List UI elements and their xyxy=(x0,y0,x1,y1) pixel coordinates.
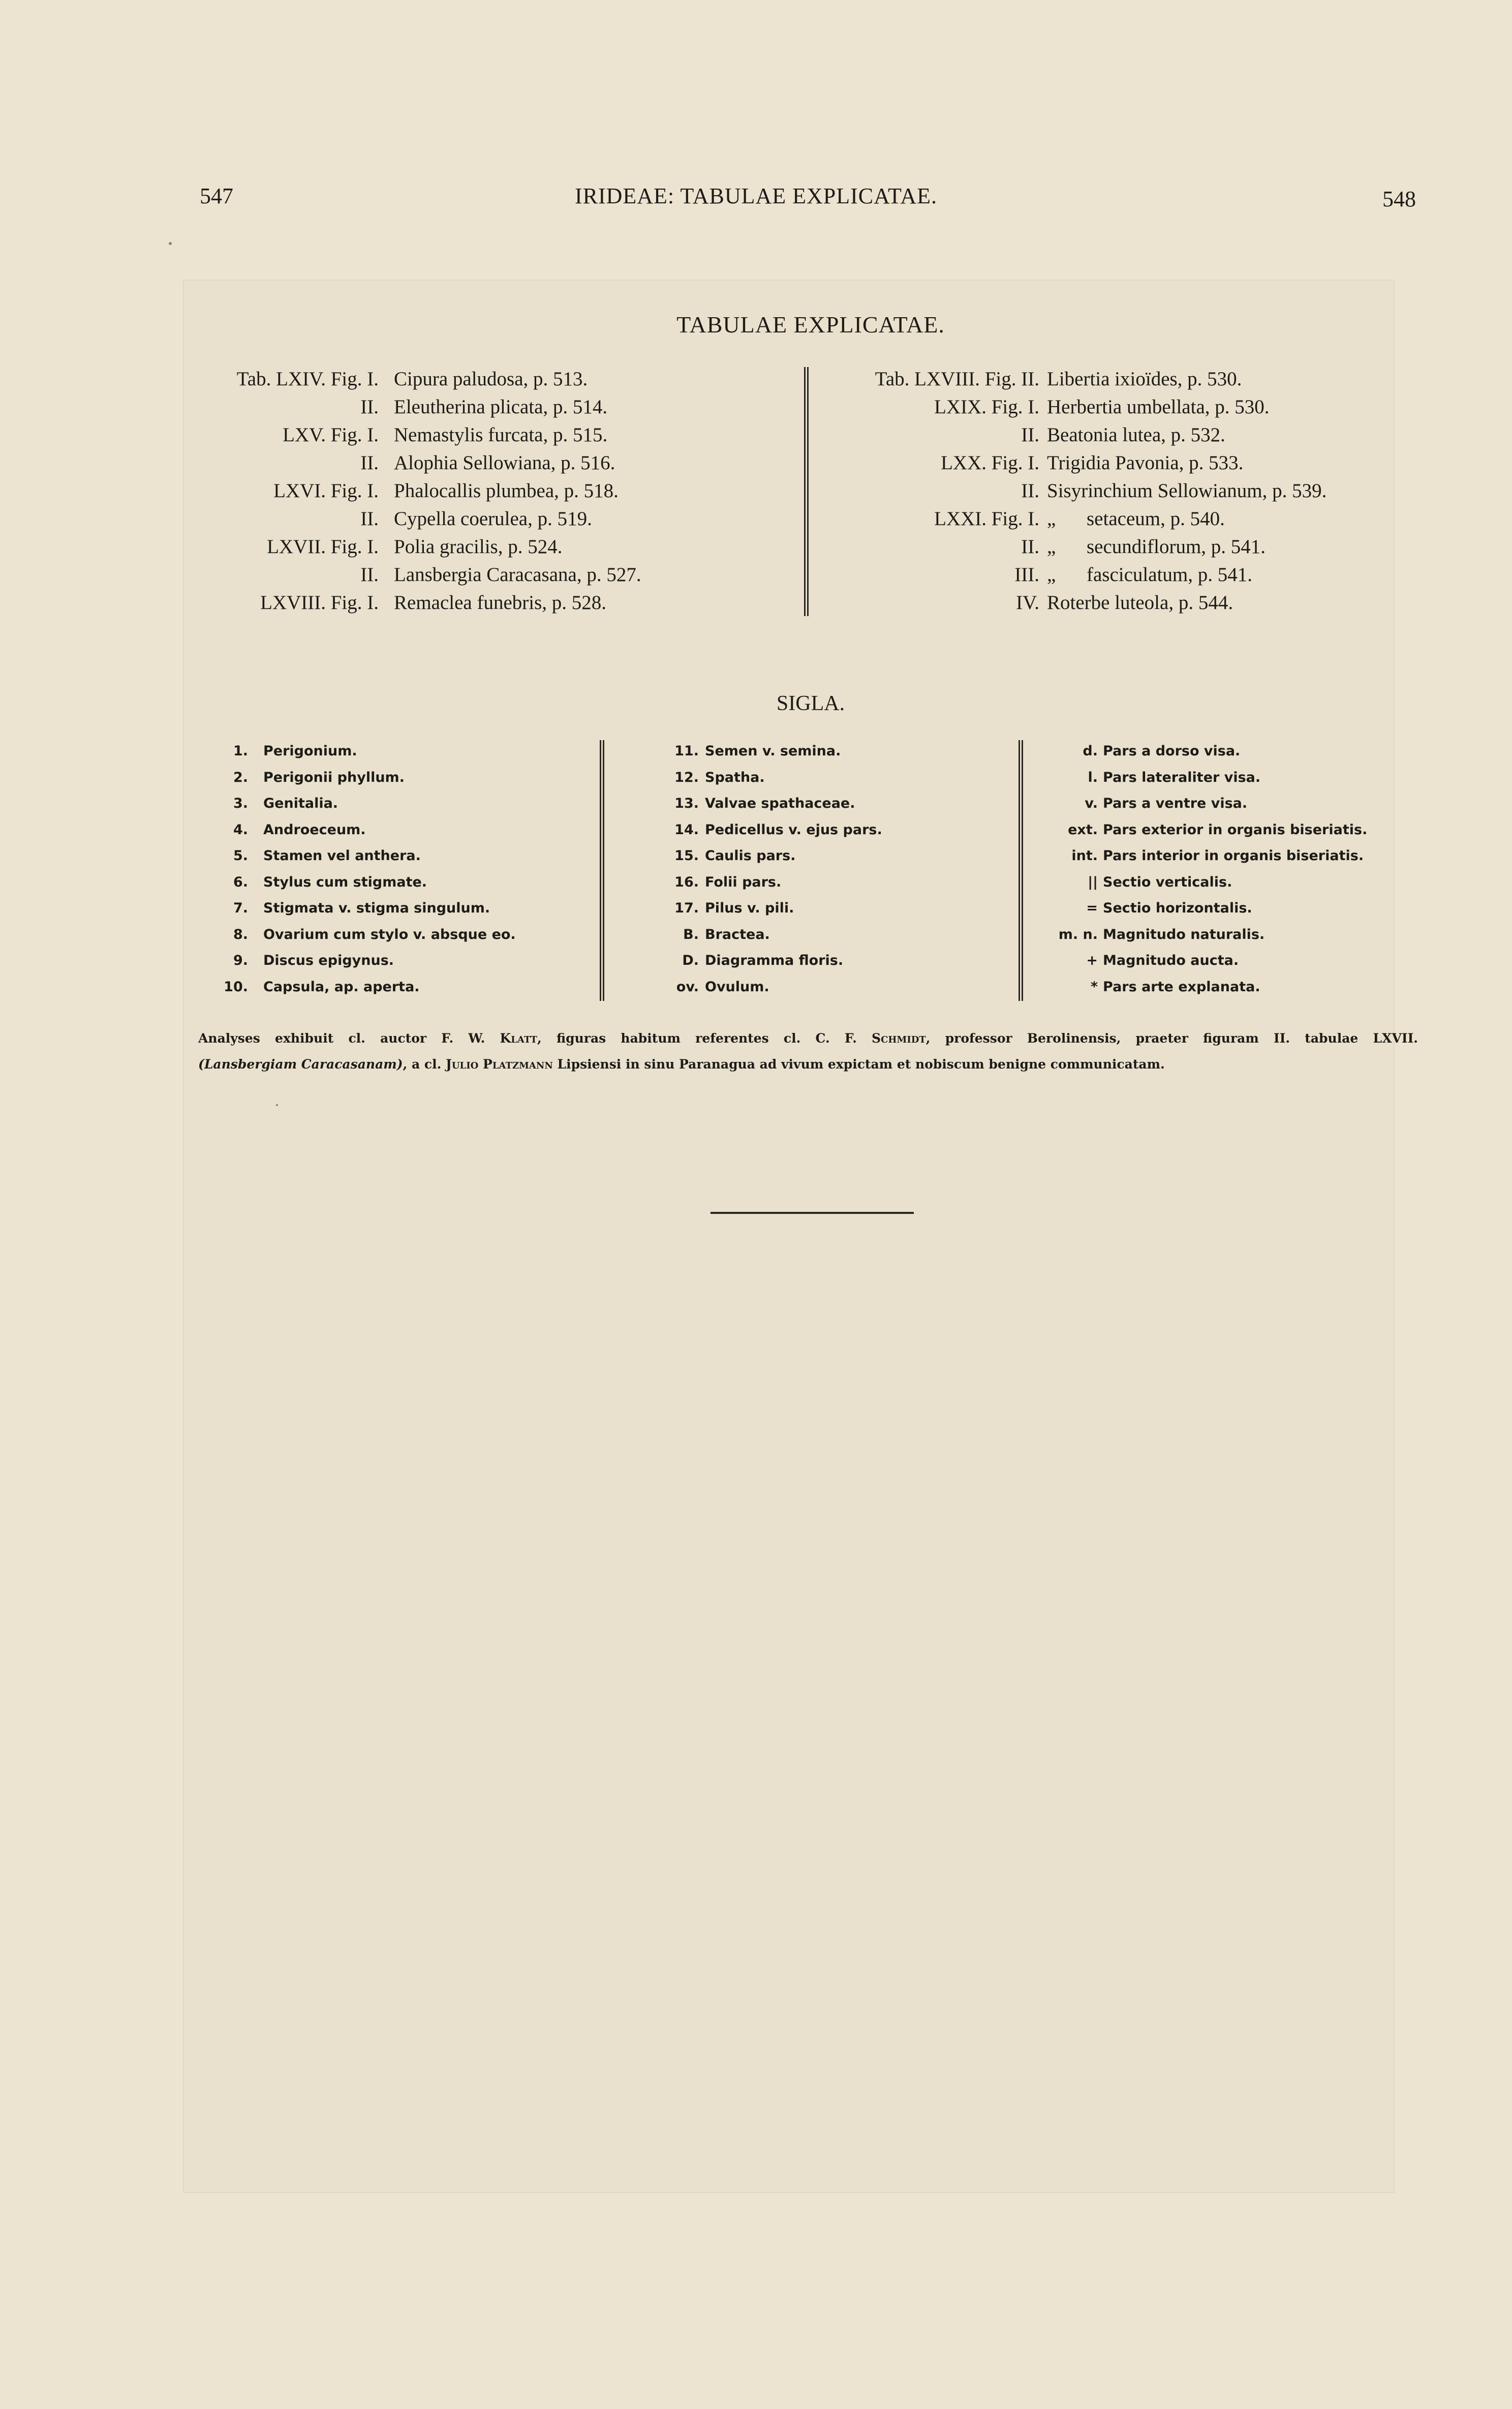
plate-reference: LXVII. Fig. I. xyxy=(267,536,379,558)
plate-row xyxy=(823,589,1433,617)
sigla-symbol: 5. xyxy=(233,848,248,864)
sigla-symbol: d. xyxy=(1083,743,1098,759)
sigla-meaning: Pars a dorso visa. xyxy=(1103,743,1241,759)
note-text: , figuras habitum referentes cl. C. F. xyxy=(537,1031,857,1046)
sigla-meaning: Pars lateraliter visa. xyxy=(1103,769,1261,785)
plate-row xyxy=(193,505,803,533)
plate-reference: LXX. Fig. I. xyxy=(941,452,1039,474)
plate-species: Herbertia umbellata, p. 530. xyxy=(1047,396,1270,418)
ditto-mark: „ xyxy=(1047,508,1056,530)
sigla-meaning: Valvae spathaceae. xyxy=(705,796,855,811)
sigla-symbol: ext. xyxy=(1068,821,1098,838)
plate-reference: II. xyxy=(1021,424,1039,446)
ditto-mark: „ xyxy=(1047,564,1056,586)
sigla-meaning: Pedicellus v. ejus pars. xyxy=(705,821,882,838)
sigla-symbol: ov. xyxy=(676,979,699,995)
sigla-meaning: Semen v. semina. xyxy=(705,743,841,759)
note-text: Analyses exhibuit cl. auctor F. W. xyxy=(198,1031,485,1046)
paper-speck xyxy=(169,242,172,245)
sigla-meaning: Diagramma floris. xyxy=(705,953,844,968)
sigla-symbol: 7. xyxy=(233,900,248,916)
sigla-meaning: Androeceum. xyxy=(263,821,366,838)
plate-reference: LXV. Fig. I. xyxy=(283,424,379,446)
plate-row xyxy=(193,449,803,477)
plates-list-left xyxy=(193,365,803,617)
note-line-2 xyxy=(198,1051,1418,1077)
plate-reference: III. xyxy=(1014,564,1039,586)
sigla-meaning: Capsula, ap. aperta. xyxy=(263,979,420,995)
sigla-meaning: Magnitudo aucta. xyxy=(1103,953,1239,968)
plate-row xyxy=(193,561,803,589)
sigla-symbol: * xyxy=(1090,979,1098,995)
sigla-meaning: Sectio verticalis. xyxy=(1103,874,1232,890)
plate-species-epithet: setaceum, p. 540. xyxy=(1087,508,1225,530)
sigla-symbol: m. n. xyxy=(1058,926,1098,942)
sigla-symbol: 15. xyxy=(674,848,699,864)
plate-row xyxy=(193,393,803,421)
sigla-meaning: Pars a ventre visa. xyxy=(1103,796,1248,811)
note-name-klatt: Klatt xyxy=(500,1031,538,1046)
plate-species: Sisyrinchium Sellowianum, p. 539. xyxy=(1047,480,1327,502)
sigla-symbol: l. xyxy=(1088,769,1098,785)
plate-row xyxy=(193,421,803,449)
plate-reference: II. xyxy=(1021,536,1039,558)
plate-species: Roterbe luteola, p. 544. xyxy=(1047,592,1233,614)
plate-species: Lansbergia Caracasana, p. 527. xyxy=(394,564,641,586)
sigla-symbol: 17. xyxy=(674,900,699,916)
sigla-symbol: || xyxy=(1088,874,1098,890)
note-text: , professor Berolinensis, praeter figuram II. tabulae LXVII. xyxy=(925,1031,1418,1046)
sigla-meaning: Spatha. xyxy=(705,769,765,785)
sigla-divider-1 xyxy=(600,740,601,1001)
plate-reference: LXVIII. Fig. I. xyxy=(260,592,379,614)
note-text: , a cl. xyxy=(403,1057,442,1072)
plate-row xyxy=(823,477,1433,505)
running-title: IRIDEAE: TABULAE EXPLICATAE. xyxy=(574,184,938,208)
plate-reference: Tab. LXIV. Fig. I. xyxy=(236,368,379,390)
sigla-meaning: Magnitudo naturalis. xyxy=(1103,926,1265,942)
plate-reference: LXIX. Fig. I. xyxy=(934,396,1039,418)
sigla-meaning: Stigmata v. stigma singulum. xyxy=(263,900,490,916)
plate-reference: II. xyxy=(360,564,379,586)
sigla-symbol: 13. xyxy=(674,796,699,811)
sigla-meaning: Pars interior in organis biseriatis. xyxy=(1103,848,1364,864)
plate-species xyxy=(1047,505,1225,533)
sigla-symbol: 3. xyxy=(233,796,248,811)
sigla-meaning: Perigonii phyllum. xyxy=(263,769,405,785)
sigla-symbol: 14. xyxy=(674,821,699,838)
sigla-meaning: Pars exterior in organis biseriatis. xyxy=(1103,821,1368,838)
sigla-symbol: 8. xyxy=(233,926,248,942)
plate-row xyxy=(193,365,803,393)
plate-row xyxy=(823,365,1433,393)
sigla-symbol: 10. xyxy=(224,979,248,995)
plate-species: Nemastylis furcata, p. 515. xyxy=(394,424,608,446)
page-number-right: 548 xyxy=(1382,187,1416,211)
sigla-symbol: 12. xyxy=(674,769,699,785)
plate-species: Phalocallis plumbea, p. 518. xyxy=(394,480,619,502)
sigla-meaning: Pars arte explanata. xyxy=(1103,979,1260,995)
sigla-divider-2 xyxy=(1019,740,1020,1001)
plate-species: Cypella coerulea, p. 519. xyxy=(394,508,592,530)
plate-species xyxy=(1047,561,1252,589)
plate-species: Trigidia Pavonia, p. 533. xyxy=(1047,452,1244,474)
sigla-meaning: Bractea. xyxy=(705,926,770,942)
plate-reference: II. xyxy=(1021,480,1039,502)
plate-species: Polia gracilis, p. 524. xyxy=(394,536,563,558)
plate-row xyxy=(193,477,803,505)
plate-row xyxy=(823,393,1433,421)
plates-list-right xyxy=(823,365,1433,617)
analyses-note xyxy=(198,1025,1418,1077)
plate-row xyxy=(823,561,1433,589)
plate-species: Eleutherina plicata, p. 514. xyxy=(394,396,608,418)
plate-species: Remaclea funebris, p. 528. xyxy=(394,592,607,614)
page-number-left: 547 xyxy=(200,184,233,208)
sigla-symbol: 2. xyxy=(233,769,248,785)
plate-reference: IV. xyxy=(1016,592,1039,614)
sigla-symbol: = xyxy=(1086,900,1098,916)
sigla-meaning: Genitalia. xyxy=(263,796,338,811)
sigla-symbol: + xyxy=(1086,953,1098,968)
sigla-meaning: Pilus v. pili. xyxy=(705,900,794,916)
section-title: TABULAE EXPLICATAE. xyxy=(676,312,945,338)
sigla-meaning: Stylus cum stigmate. xyxy=(263,874,427,890)
sigla-meaning: Ovulum. xyxy=(705,979,769,995)
plate-reference: Tab. LXVIII. Fig. II. xyxy=(875,368,1039,390)
plate-row xyxy=(823,449,1433,477)
sigla-symbol: B. xyxy=(683,926,699,942)
paper-speck xyxy=(276,1104,278,1106)
sigla-symbol: 9. xyxy=(233,953,248,968)
closing-rule xyxy=(711,1212,914,1214)
plate-species: Libertia ixioïdes, p. 530. xyxy=(1047,368,1242,390)
plate-species: Alophia Sellowiana, p. 516. xyxy=(394,452,615,474)
plate-species-epithet: fasciculatum, p. 541. xyxy=(1087,564,1252,586)
note-text: Lipsiensi in sinu Paranagua ad vivum expictam et nobiscum benigne communicatam. xyxy=(557,1057,1165,1072)
sigla-meaning: Discus epigynus. xyxy=(263,953,394,968)
plate-reference: LXXI. Fig. I. xyxy=(934,508,1039,530)
plate-reference: II. xyxy=(360,508,379,530)
note-name-schmidt: Schmidt xyxy=(872,1031,926,1046)
plate-reference: II. xyxy=(360,396,379,418)
ditto-mark: „ xyxy=(1047,536,1056,558)
sigla-symbol: D. xyxy=(682,953,699,968)
plate-row xyxy=(823,421,1433,449)
plate-row xyxy=(193,533,803,561)
note-italic-species: (Lansbergiam Caracasanam) xyxy=(198,1057,403,1072)
sigla-meaning: Perigonium. xyxy=(263,743,357,759)
plate-row xyxy=(823,533,1433,561)
plate-species: Beatonia lutea, p. 532. xyxy=(1047,424,1225,446)
note-name-platzmann: Julio Platzmann xyxy=(446,1057,553,1072)
sigla-symbol: 11. xyxy=(674,743,699,759)
sigla-title: SIGLA. xyxy=(776,692,845,715)
sigla-meaning: Folii pars. xyxy=(705,874,782,890)
sigla-meaning: Stamen vel anthera. xyxy=(263,848,421,864)
plate-reference: LXVI. Fig. I. xyxy=(273,480,379,502)
note-line-1 xyxy=(198,1025,1418,1051)
sigla-symbol: 1. xyxy=(233,743,248,759)
sigla-meaning: Ovarium cum stylo v. absque eo. xyxy=(263,926,516,942)
sigla-symbol: 6. xyxy=(233,874,248,890)
plate-species-epithet: secundiflorum, p. 541. xyxy=(1087,536,1266,558)
running-header xyxy=(0,183,1512,214)
sigla-meaning: Caulis pars. xyxy=(705,848,796,864)
plate-species xyxy=(1047,533,1266,561)
sigla-symbol: 4. xyxy=(233,821,248,838)
sigla-symbol: 16. xyxy=(674,874,699,890)
sigla-symbol: v. xyxy=(1085,796,1098,811)
plate-species: Cipura paludosa, p. 513. xyxy=(394,368,588,390)
sigla-symbol: int. xyxy=(1071,848,1098,864)
sigla-meaning: Sectio horizontalis. xyxy=(1103,900,1252,916)
plate-row xyxy=(193,589,803,617)
column-divider xyxy=(804,367,806,616)
plate-reference: II. xyxy=(360,452,379,474)
plate-row xyxy=(823,505,1433,533)
